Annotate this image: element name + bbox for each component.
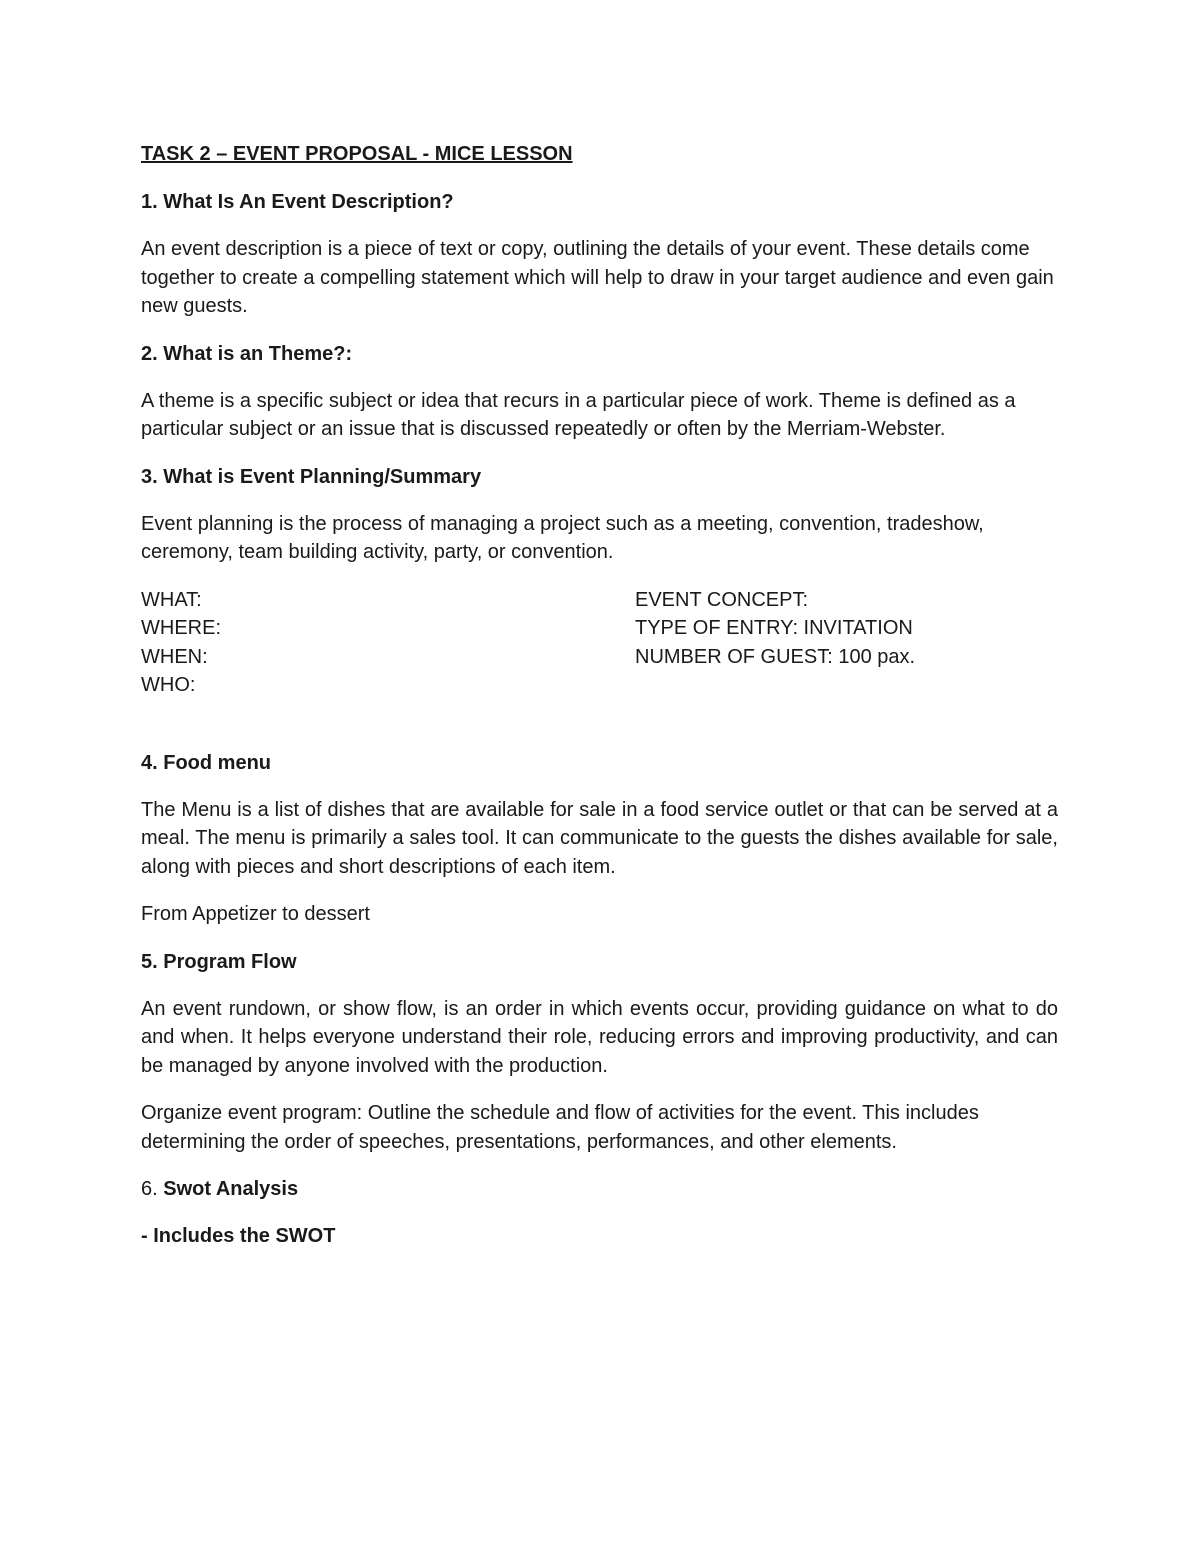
field-type-of-entry: TYPE OF ENTRY: INVITATION (635, 617, 913, 639)
section-6-number: 6. (141, 1178, 164, 1200)
section-2-body: A theme is a specific subject or idea that recurs in a particular piece of work. Theme is defined as a particular subject or an issue that is discussed repeatedly or often by the Merriam-Webster. (141, 389, 1016, 440)
field-number-of-guest: NUMBER OF GUEST: 100 pax. (635, 645, 916, 668)
document-title: TASK 2 – EVENT PROPOSAL - MICE LESSON (141, 143, 573, 165)
field-who: WHO: (141, 674, 196, 696)
field-when: WHEN: (141, 645, 208, 668)
field-event-concept: EVENT CONCEPT: (635, 588, 808, 611)
section-4-body: The Menu is a list of dishes that are available for sale in a food service outlet or that can be served at a meal. The menu is primarily a sales tool. It can communicate to the guests the dishes available for sale, along with pieces and short descriptions of each item. (141, 798, 1058, 878)
section-6-heading (141, 1175, 1058, 1203)
event-summary-left-column (141, 586, 635, 700)
field-where: WHERE: (141, 617, 221, 639)
event-summary-right-column (635, 586, 1058, 700)
section-5-heading: 5. Program Flow (141, 950, 297, 973)
section-2-heading: 2. What is an Theme?: (141, 342, 353, 365)
field-what: WHAT: (141, 588, 202, 611)
section-5-body: An event rundown, or show flow, is an order in which events occur, providing guidance on what to do and when. It helps everyone understand their role, reducing errors and improving productivity, and can be managed by anyone involved with the production. (141, 997, 1058, 1077)
section-1-heading: 1. What Is An Event Description? (141, 191, 454, 213)
section-1-body: An event description is a piece of text or copy, outlining the details of your event. These details come together to create a compelling statement which will help to draw in your target audience and even gain new guests. (141, 238, 1054, 317)
section-4-note: From Appetizer to dessert (141, 903, 370, 925)
section-3-body: Event planning is the process of managing a project such as a meeting, convention, tradeshow, ceremony, team building activity, party, or convention. (141, 512, 984, 563)
section-3-heading: 3. What is Event Planning/Summary (141, 465, 482, 488)
section-6-subheading: - Includes the SWOT (141, 1225, 336, 1247)
section-4-heading: 4. Food menu (141, 751, 271, 774)
section-6-title: Swot Analysis (163, 1178, 299, 1200)
section-5-body-2: Organize event program: Outline the schedule and flow of activities for the event. This includes determining the order of speeches, presentations, performances, and other elements. (141, 1102, 979, 1153)
document-page (141, 140, 1058, 1269)
event-summary-fields (141, 586, 1058, 700)
